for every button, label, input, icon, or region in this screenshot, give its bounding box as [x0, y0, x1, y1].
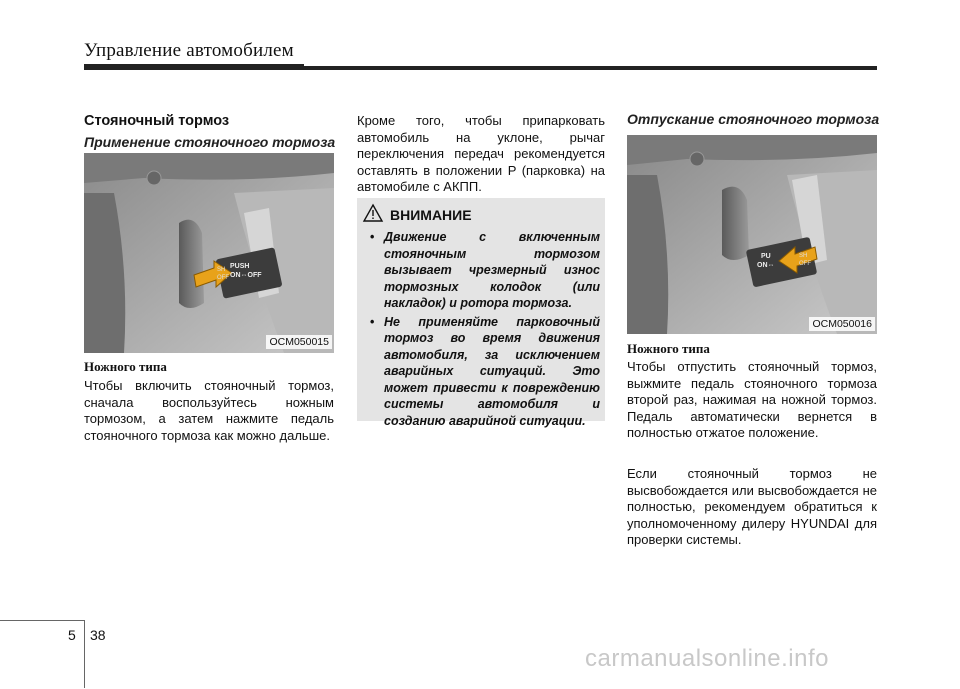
warning-triangle-icon	[362, 203, 384, 223]
watermark: carmanualsonline.info	[585, 645, 829, 672]
section-heading: Стояночный тормоз	[84, 113, 230, 129]
subheading-apply: Применение стояночного тормоза	[84, 134, 336, 150]
page-header-title: Управление автомобилем	[84, 40, 294, 61]
apply-instructions: Чтобы включить стояночный тормоз, сначала воспользуйтесь ножным тормозом, а затем нажмите педаль стояночного тормоза как можно дальше.	[84, 378, 334, 443]
photo-apply-brake	[84, 153, 334, 353]
warning-list	[370, 229, 600, 431]
pedal-label-off: OFF	[799, 261, 811, 267]
pedal-label-onoff: ON⇔OFF	[230, 272, 262, 279]
footer-rule-horizontal	[0, 620, 84, 621]
photo-release-brake	[627, 135, 877, 334]
photo-caption: OCM050016	[809, 317, 875, 331]
pedal-label-off: OFF	[217, 275, 229, 281]
pedal-label-push: PU	[761, 253, 771, 260]
pedal-label-push: PUSH	[230, 263, 250, 270]
page-number: 38	[90, 627, 106, 643]
type-heading: Ножного типа	[84, 359, 167, 374]
pedal-label-sh: SH	[799, 253, 808, 259]
release-instructions: Чтобы отпустить стояночный тормоз, выжмите педаль стояночного тормоза второй раз, нажимая на ножной тормоз. Педаль автоматически вернется в полностью отжатое положение.	[627, 359, 877, 440]
slope-parking-note: Кроме того, чтобы припарковать автомобиль на уклоне, рычаг переключения передач рекомендуется оставлять в положении P (парковка) на автомобиле с АКПП.	[357, 113, 605, 194]
type-heading: Ножного типа	[627, 341, 710, 356]
warning-item: • Не применяйте парковочный тормоз во время движения автомобиля, за исключением аварийных ситуаций. Это может привести к повреждению системы автомобиля и созданию аварийной ситуации.	[370, 314, 600, 428]
subheading-release: Отпускание стояночного тормоза	[627, 111, 880, 127]
dealer-advice: Если стояночный тормоз не высвобождается или высвобождается не полностью, рекомендуем обратиться к уполномоченному дилеру HYUNDAI для проверки системы.	[627, 466, 877, 547]
pedal-label-onoff: ON⇔	[757, 262, 775, 269]
header-rule-tab	[84, 64, 304, 70]
photo-caption: OCM050015	[266, 335, 332, 349]
section-number: 5	[68, 627, 76, 643]
warning-item: • Движение с включенным стояночным тормозом вызывает чрезмерный износ тормозных колодок (или накладок) и ротора тормоза.	[370, 230, 600, 310]
pedal-label-sh: SH	[217, 267, 226, 273]
footer-rule-vertical	[84, 620, 85, 688]
warning-title: ВНИМАНИЕ	[390, 207, 472, 223]
